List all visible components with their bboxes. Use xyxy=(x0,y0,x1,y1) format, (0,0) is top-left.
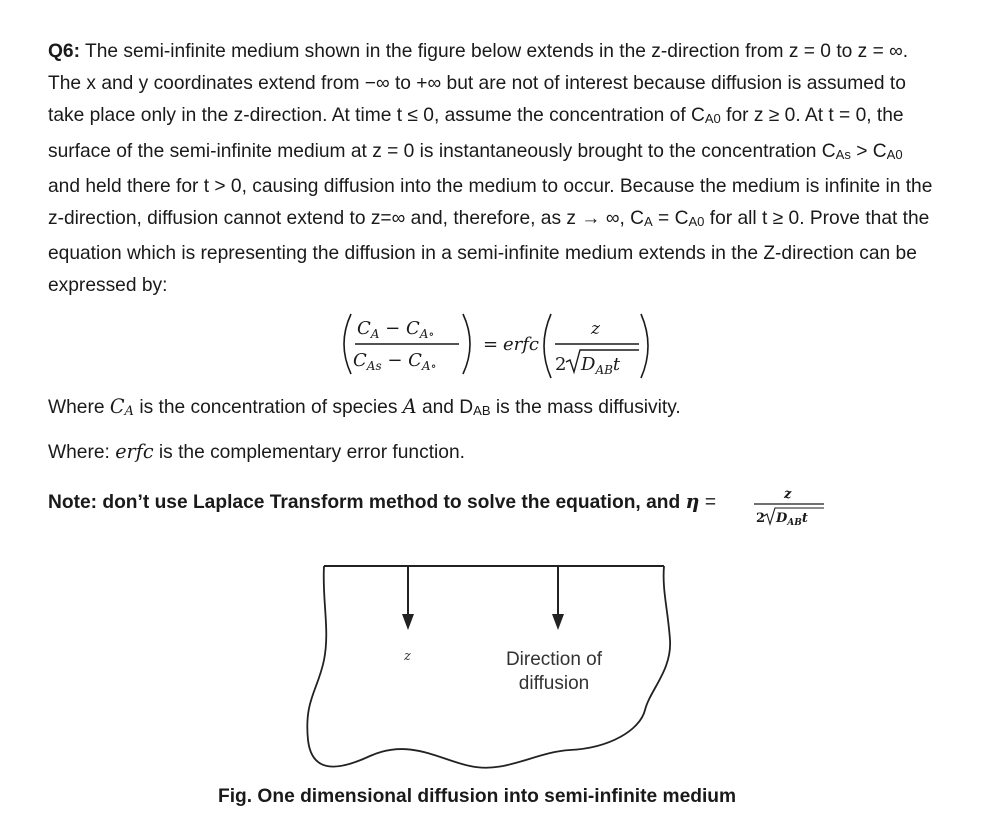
where-text: Where: xyxy=(48,442,116,463)
erfc-function: erfc xyxy=(503,334,539,355)
rhs-left-paren xyxy=(544,314,551,378)
medium-outline xyxy=(307,566,670,768)
subscript: As xyxy=(835,146,851,162)
rhs-numerator: z xyxy=(591,319,600,339)
question-part: = C xyxy=(652,207,689,229)
subscript: A xyxy=(644,213,653,229)
note-equals: = xyxy=(704,492,717,513)
question-text xyxy=(48,36,936,302)
note-line xyxy=(48,490,716,515)
question-part: and held there for t > 0, causing diffusion into the medium to occur. Because the medium is infinite in the z-direction, diffusion cannot extend to z=∞ and, therefore, as z → ∞, C xyxy=(48,175,933,229)
eta-fraction xyxy=(700,476,830,536)
where-text: Where xyxy=(48,397,110,418)
left-paren xyxy=(344,314,351,374)
lhs-denominator: $C_{As} - C_{A\circ}$ xyxy=(353,350,437,373)
question-part: for z ≥ 0. At t = 0, the surface of the semi-infinite medium at z = 0 is instantaneously brought to the concentration C xyxy=(48,105,904,162)
species-symbol: A xyxy=(402,395,417,418)
question-part: for all t ≥ 0. Prove that the equation which is representing the diffusion in a semi-infinite medium extends in the Z-direction can be expressed by: xyxy=(48,207,930,297)
question-part: The semi-infinite medium shown in the figure below extends in the z-direction from z = 0 to z = ∞. The x and y coordinates extend from −∞ to +∞ but are not of interest because diffusion is assumed to take place only in the z-direction. At time t ≤ 0, assume the concentration of C xyxy=(48,41,909,127)
direction-label-line1: Direction of xyxy=(505,649,603,670)
question-label: Q6: xyxy=(48,41,80,62)
question-paragraph xyxy=(48,36,936,302)
equals-sign: = xyxy=(483,334,499,355)
subscript: A0 xyxy=(886,146,903,162)
note-text: Note: don’t use Laplace Transform method to solve the equation, and xyxy=(48,492,686,513)
where-text: is the mass diffusivity. xyxy=(490,397,681,418)
where-species-line xyxy=(48,395,681,424)
figure-caption: Fig. One dimensional diffusion into semi-infinite medium xyxy=(218,786,737,807)
subscript: A0 xyxy=(688,213,705,229)
diffusion-arrow-head xyxy=(552,614,564,630)
z-axis-label: z xyxy=(404,649,411,664)
eta-denominator-coef: 2 xyxy=(756,511,766,526)
concentration-symbol: C xyxy=(109,395,125,418)
where-erfc-line xyxy=(48,440,465,465)
eta-denominator-inner: $D_{AB}t$ xyxy=(776,511,808,528)
subscript: AB xyxy=(473,402,491,418)
subscript: A xyxy=(124,403,134,419)
rhs-right-paren xyxy=(641,314,648,378)
eta-symbol: η xyxy=(685,490,700,513)
main-equation xyxy=(335,306,665,386)
direction-label-line2: diffusion xyxy=(518,673,590,694)
question-part: > C xyxy=(850,140,887,162)
rhs-denominator-inner: $D_{AB}t$ xyxy=(581,354,621,377)
eta-numerator: z xyxy=(784,487,792,502)
right-paren xyxy=(463,314,470,374)
lhs-numerator: $C_A - C_{A\circ}$ xyxy=(357,318,435,341)
subscript: A0 xyxy=(704,111,721,127)
where-text: is the complementary error function. xyxy=(153,442,465,463)
z-arrow-head xyxy=(402,614,414,630)
rhs-denominator-coef: 2 xyxy=(555,354,567,375)
where-text: and D xyxy=(416,397,474,418)
erfc-symbol: erfc xyxy=(115,440,154,463)
diffusion-figure xyxy=(300,560,680,780)
where-text: is the concentration of species xyxy=(133,397,403,418)
